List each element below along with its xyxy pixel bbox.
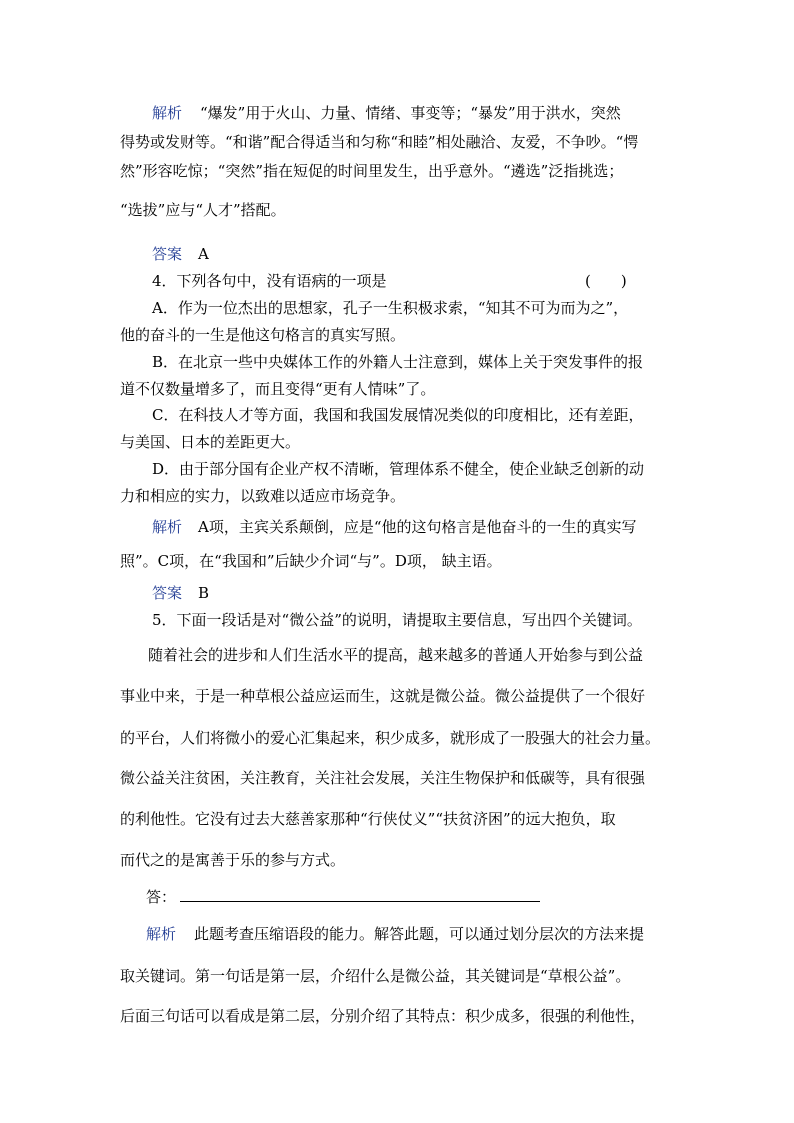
question-4-stem: 4．下列各句中，没有语病的一项是	[152, 272, 387, 290]
option-d-line-2: 力和相应的实力，以致难以适应市场竞争。	[120, 487, 406, 505]
explanation-3-line-1: 解析 “爆发”用于火山、力量、情绪、事变等；“暴发”用于洪水，突然	[152, 104, 621, 122]
answer-label: 答案	[152, 245, 183, 263]
passage-line-1: 随着社会的进步和人们生活水平的提高，越来越多的普通人开始参与到公益	[148, 646, 644, 664]
answer-blank-line[interactable]	[180, 889, 540, 902]
answer-label: 答案	[152, 584, 183, 602]
explanation-label: 解析	[152, 104, 183, 122]
passage-line-4: 微公益关注贫困，关注教育，关注社会发展，关注生物保护和低碳等，具有很强	[120, 769, 646, 787]
explanation-label: 解析	[152, 518, 183, 536]
explanation-label: 解析	[146, 925, 177, 943]
passage-line-6: 而代之的是寓善于乐的参与方式。	[120, 851, 346, 869]
explanation-4-line-1: 解析 A项，主宾关系颠倒，应是“他的这句格言是他奋斗的一生的真实写	[152, 518, 637, 536]
answer-4	[152, 582, 209, 603]
option-a-line-1: A．作为一位杰出的思想家，孔子一生积极求索，“知其不可为而为之”，	[152, 299, 629, 317]
option-d-line-1: D．由于部分国有企业产权不清晰，管理体系不健全，使企业缺乏创新的动	[152, 460, 645, 478]
option-c-line-2: 与美国、日本的差距更大。	[120, 433, 301, 451]
passage-line-5: 的利他性。它没有过去大慈善家那种“行侠仗义”“扶贫济困”的远大抱负，取	[120, 810, 616, 828]
question-4-bracket: ( )	[585, 272, 627, 290]
explanation-3-line-3: 然”形容吃惊；“突然”指在短促的时间里发生，出乎意外。“遴选”泛指挑选；	[120, 162, 624, 180]
explanation-5-line-2: 取关键词。第一句话是第一层，介绍什么是微公益，其关键词是“草根公益”。	[120, 967, 631, 985]
explanation-3-line-4: “选拔”应与“人才”搭配。	[120, 201, 286, 219]
explanation-4-line-2: 照”。C项，在“我国和”后缺少介词“与”。D项， 缺主语。	[120, 552, 502, 570]
answer-value: B	[198, 584, 210, 602]
answer-field-row	[146, 886, 540, 907]
explanation-5-line-1: 解析 此题考查压缩语段的能力。解答此题，可以通过划分层次的方法来提	[146, 925, 645, 943]
passage-line-3: 的平台，人们将微小的爱心汇集起来，积少成多，就形成了一股强大的社会力量。	[120, 729, 661, 747]
option-b-line-1: B．在北京一些中央媒体工作的外籍人士注意到，媒体上关于突发事件的报	[152, 353, 644, 371]
question-5-stem: 5．下面一段话是对“微公益”的说明，请提取主要信息，写出四个关键词。	[152, 611, 642, 629]
answer-3	[152, 243, 209, 264]
option-a-line-2: 他的奋斗的一生是他这句格言的真实写照。	[120, 326, 406, 344]
option-c-line-1: C．在科技人才等方面，我国和我国发展情况类似的印度相比，还有差距，	[152, 406, 644, 424]
answer-prompt: 答：	[146, 888, 177, 906]
explanation-3-line-2: 得势或发财等。“和谐”配合得适当和匀称“和睦”相处融洽、友爱，不争吵。“愕	[120, 133, 639, 151]
passage-line-2: 事业中来，于是一种草根公益应运而生，这就是微公益。微公益提供了一个很好	[120, 687, 646, 705]
answer-value: A	[198, 245, 209, 263]
explanation-5-line-3: 后面三句话可以看成是第二层，分别介绍了其特点：积少成多，很强的利他性，	[120, 1007, 646, 1025]
option-b-line-2: 道不仅数量增多了，而且变得“更有人情味”了。	[120, 380, 436, 398]
